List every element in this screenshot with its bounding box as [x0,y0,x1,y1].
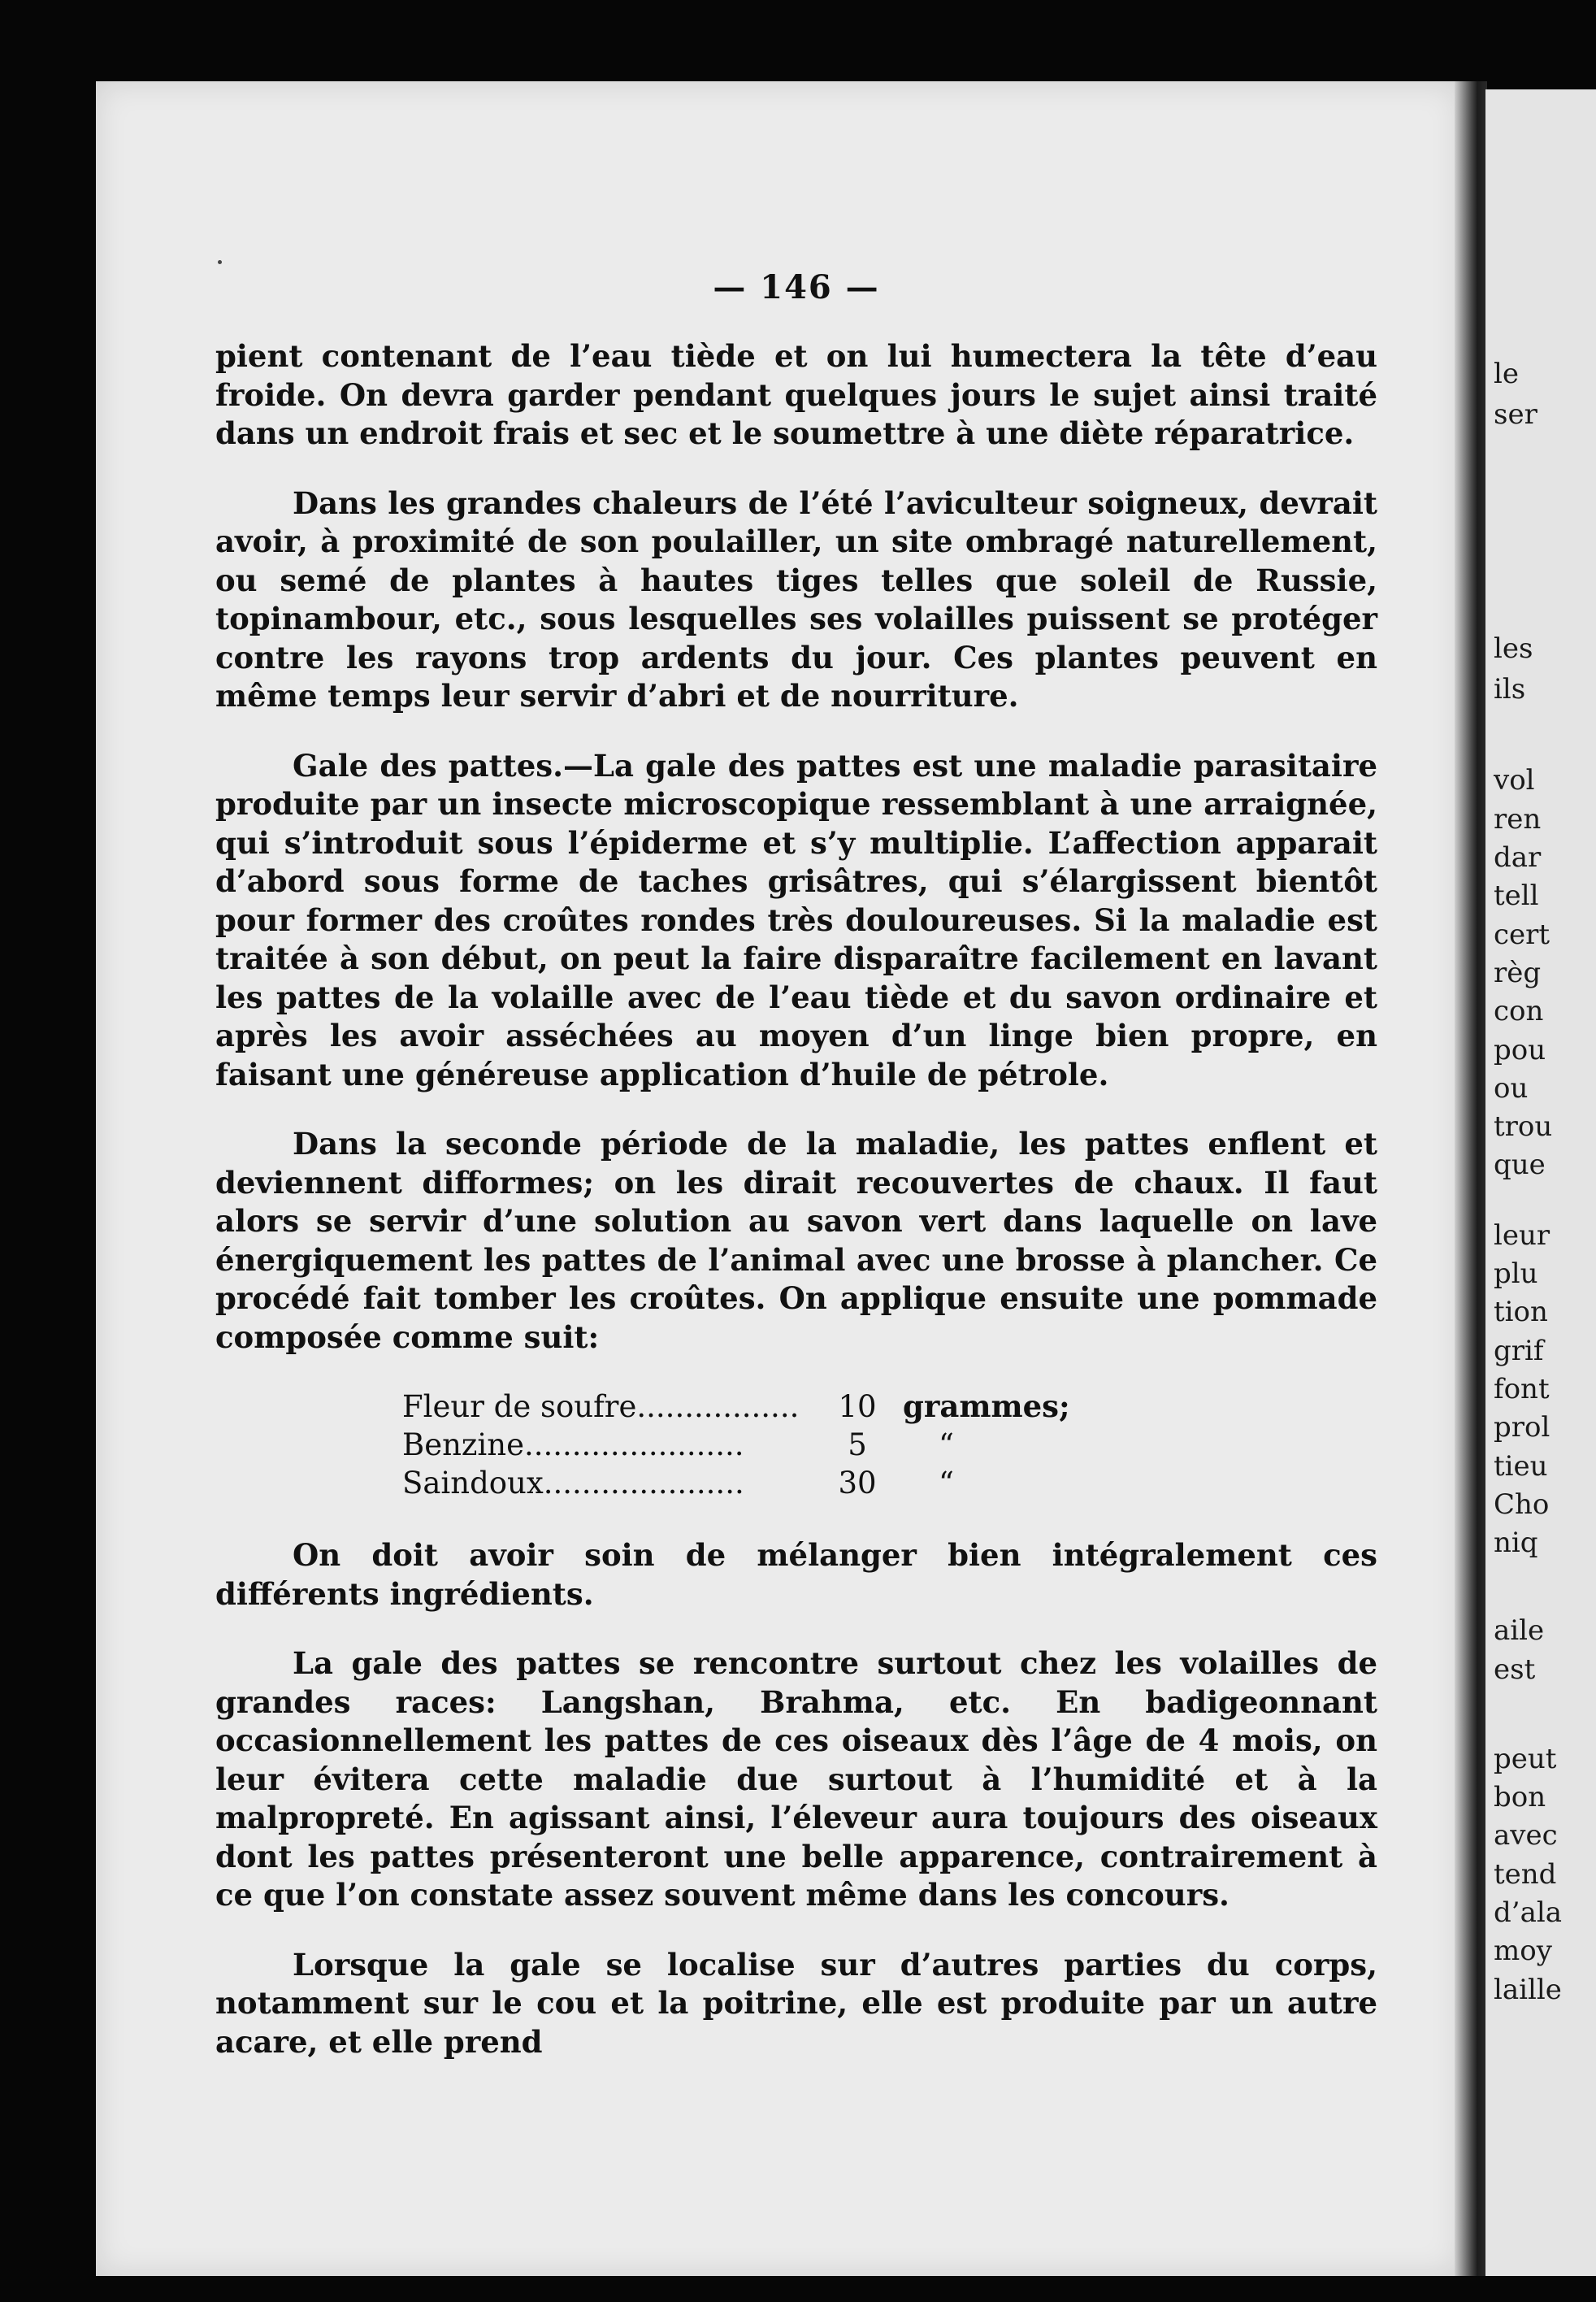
facing-page-text: ser [1494,398,1537,431]
facing-page-text: Cho [1494,1488,1550,1521]
facing-page-text: aile [1494,1614,1545,1647]
facing-page-fragment [1485,89,1596,2276]
paragraph-large-breeds: La gale des pattes se rencontre surtout chez les volailles de grandes races: Langshan, Brahma, etc. En badigeonnant occasionnellement les pattes de ces oiseaux dès l’âge de 4 mois, on leur évitera cette maladie due surtout à l’humidité et à la malpropreté. En agissant ainsi, l’éleveur aura toujours des oiseaux dont les pattes présenteront une belle apparence, contrairement à ce que l’on constate assez souvent même dans les concours. [215,1645,1377,1913]
facing-page-text: d’ala [1494,1896,1562,1929]
facing-page-text: con [1494,995,1544,1027]
facing-page-text: grif [1494,1335,1544,1367]
ingredient-name: Fleur de soufre................. [402,1389,800,1424]
ingredient-quantity: 5 [848,1427,867,1462]
recipe-row [402,1464,1070,1502]
paragraph-scaly-leg-body: —La gale des pattes est une maladie parasitaire produite par un insecte microscopique ressemblant à une arraignée, qui s’introduit sous l’épiderme et s’y multiplie. L’affection apparait d’abord sous forme de taches grisâtres, qui s’élargissent bientôt pour former des croûtes rondes très douloureuses. Si la maladie est traitée à son début, on peut la faire disparaître facilement en lavant les pattes de la volaille avec de l’eau tiède et du savon ordinaire et après les avoir asséchées au moyen d’un linge bien propre, en faisant une généreuse application d’huile de pétrole. [215,747,1377,1092]
facing-page-text: tend [1494,1858,1557,1891]
book-gutter-shadow [1455,81,1487,2276]
facing-page-text: tell [1494,880,1539,912]
paragraph-other-parts: Lorsque la gale se localise sur d’autres parties du corps, notamment sur le cou et la poitrine, elle est produite par un autre acare, et elle prend [215,1946,1377,2060]
ointment-recipe [402,1388,1070,1502]
facing-page-text: niq [1494,1527,1538,1559]
facing-page-text: bon [1494,1781,1546,1813]
scan-speck [218,260,222,264]
ingredient-quantity: 10 [838,1389,877,1424]
ingredient-unit: grammes; [903,1388,1070,1424]
ingredient-name: Benzine....................... [402,1427,744,1462]
section-heading-gale-des-pattes: Gale des pattes. [293,747,564,784]
facing-page-text: plu [1494,1257,1538,1290]
page-number: — 146 — [713,268,880,306]
facing-page-text: le [1494,358,1519,390]
ingredient-name: Saindoux..................... [402,1466,744,1501]
facing-page-text: laille [1494,1974,1562,2006]
facing-page-text: prol [1494,1411,1550,1444]
paragraph-summer-shade: Dans les grandes chaleurs de l’été l’aviculteur soigneux, devrait avoir, à proximité de son poulailler, un site ombragé naturellement, ou semé de plantes à hautes tiges telles que soleil de Russie, topinambour, etc., sous lesquelles ses volailles puissent se protéger contre les rayons trop ardents du jour. Ces plantes peuvent en même temps leur servir d’abri et de nourriture. [215,484,1377,714]
page-body [215,268,1377,2092]
facing-page-text: dar [1494,841,1542,874]
facing-page-text: tion [1494,1296,1548,1328]
facing-page-text: moy [1494,1935,1552,1967]
facing-page-text: trou [1494,1110,1553,1143]
facing-page-text: ils [1494,673,1526,706]
recipe-row [402,1426,1070,1464]
facing-page-text: leur [1494,1219,1550,1252]
facing-page-text: font [1494,1373,1550,1405]
ingredient-unit-ditto: “ [939,1427,954,1462]
paragraph-second-stage: Dans la seconde période de la maladie, les pattes enflent et deviennent difformes; on les dirait recouvertes de chaux. Il faut alors se servir d’une solution au savon vert dans laquelle on lave énergiquement les pattes de l’animal avec une brosse à plancher. Ce procédé fait tomber les croûtes. On applique ensuite une pommade composée comme suit: [215,1126,1377,1355]
facing-page-text: cert [1494,919,1550,951]
facing-page-text: avec [1494,1819,1558,1852]
facing-page-text: est [1494,1653,1536,1686]
facing-page-text: ou [1494,1072,1529,1105]
facing-page-text: pou [1494,1034,1546,1066]
ingredient-unit-ditto: “ [939,1466,954,1501]
facing-page-text: les [1494,632,1533,665]
facing-page-text: ren [1494,803,1542,836]
facing-page-text: tieu [1494,1450,1548,1483]
recipe-row [402,1388,1070,1426]
facing-page-text: peut [1494,1743,1557,1775]
ingredient-quantity: 30 [838,1466,877,1501]
facing-page-text: règ [1494,957,1542,989]
paragraph-mixing: On doit avoir soin de mélanger bien intégralement ces différents ingrédients. [215,1537,1377,1612]
facing-page-text: que [1494,1149,1546,1181]
paragraph-scaly-leg [215,747,1377,1095]
paragraph-continuation: pient contenant de l’eau tiède et on lui humectera la tête d’eau froide. On devra garder pendant quelques jours le sujet ainsi traité dans un endroit frais et sec et le soumettre à une diète réparatrice. [215,338,1377,451]
facing-page-text: vol [1494,764,1535,797]
